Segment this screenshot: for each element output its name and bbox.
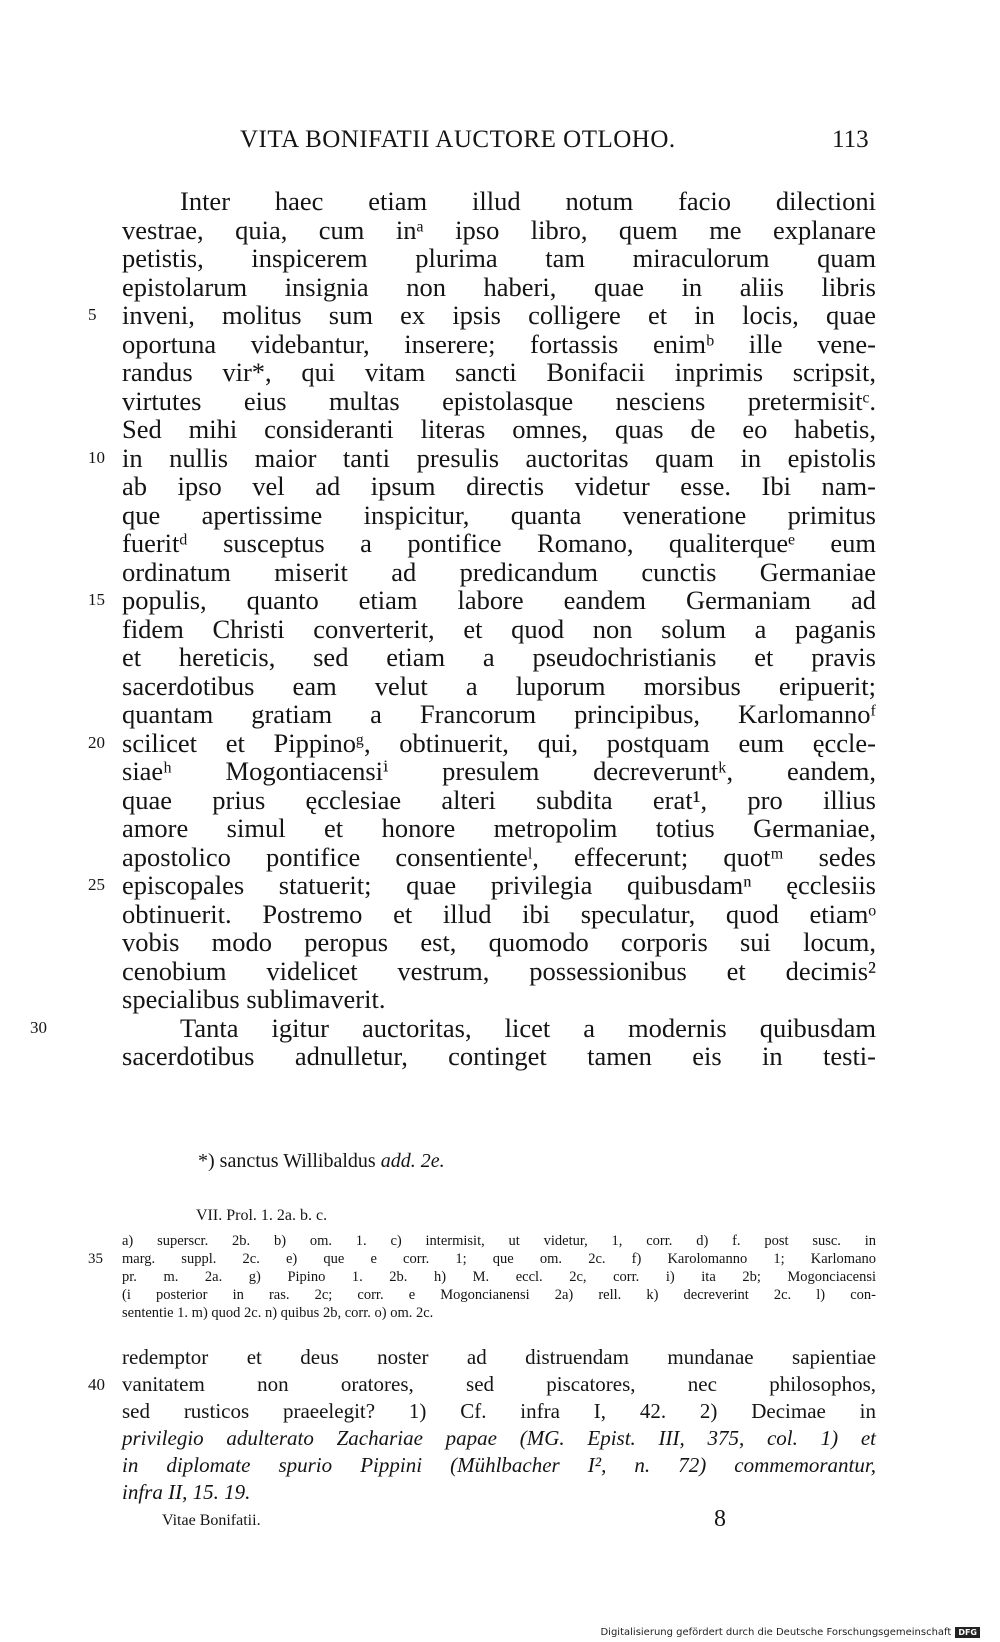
text-line: amore simul et honore metropolim totius Germaniae, xyxy=(122,813,876,843)
note-line: 40 vanitatem non oratores, sed piscatores, nec philosophos, xyxy=(88,1372,876,1396)
text-line: 30 Tanta igitur auctoritas, licet a modernis quibusdam xyxy=(30,1012,876,1043)
text-line: et hereticis, sed etiam a pseudochristianis et pravis xyxy=(122,642,876,672)
text-line: randus vir*, qui vitam sancti Bonifacii inprimis scripsit, xyxy=(122,357,876,387)
note-line: privilegio adulterato Zachariae papae (MG. Epist. III, 375, col. 1) et xyxy=(122,1426,876,1450)
footnote-note: add. 2e. xyxy=(380,1150,445,1172)
signature-mark: 8 xyxy=(714,1506,726,1532)
text-line: apostolico pontifice consentienteˡ, effecerunt; quotᵐ sedes xyxy=(122,841,876,872)
text-line: epistolarum insignia non haberi, quae in aliis libris xyxy=(122,271,876,302)
running-title: VITA BONIFATII AUCTORE OTLOHO. xyxy=(240,126,676,153)
note-line: redemptor et deus noster ad distruendam mundanae sapientiae xyxy=(122,1345,876,1369)
apparatus-line: sententie 1. m) quod 2c. n) quibus 2b, corr. o) om. 2c. xyxy=(122,1305,434,1321)
text-line: Inter haec etiam illud notum facio dilectioni xyxy=(180,186,876,216)
line-number: 30 xyxy=(30,1017,47,1037)
line-number: 10 xyxy=(88,447,105,467)
digitization-notice xyxy=(600,1627,980,1638)
line-number: 15 xyxy=(88,590,105,609)
text-line: oportuna videbantur, inserere; fortassis enimᵇ ille vene- xyxy=(122,328,876,359)
text-line: quae prius ęcclesiae alteri subdita erat¹, pro illius xyxy=(122,784,876,815)
text-line: quantam gratiam a Francorum principibus, Karlomannoᶠ xyxy=(122,699,876,729)
page-number: 113 xyxy=(832,126,869,153)
text-line: 10 in nullis maior tanti presulis auctoritas quam in epistolis xyxy=(88,442,876,473)
text-line: sacerdotibus adnulletur, continget tamen eis in testi- xyxy=(122,1041,876,1071)
printer-signature: Vitae Bonifatii. xyxy=(162,1512,261,1529)
text-line: cenobium videlicet vestrum, possessionibus et decimis² xyxy=(122,955,876,986)
note-line: infra II, 15. 19. xyxy=(122,1480,251,1504)
text-line: obtinuerit. Postremo et illud ibi speculatur, quod etiamᵒ xyxy=(122,898,876,929)
text-line: que apertissime inspicitur, quanta veneratione primitus xyxy=(122,499,876,530)
note-line: in diplomate spurio Pippini (Mühlbacher I², n. 72) commemorantur, xyxy=(122,1453,876,1477)
text-line: 20 scilicet et Pippinoᵍ, obtinuerit, qui, postquam eum ęccle- xyxy=(88,727,876,758)
text-line: ordinatum miserit ad predicandum cunctis Germaniae xyxy=(122,556,876,587)
line-number: 40 xyxy=(88,1375,105,1394)
line-number: 35 xyxy=(88,1251,103,1267)
note-line: sed rusticos praeelegit? 1) Cf. infra I, 42. 2) Decimae in xyxy=(122,1399,876,1423)
text-line: fidem Christi converterit, et quod non solum a paganis xyxy=(122,613,876,644)
line-number: 25 xyxy=(88,875,105,894)
apparatus-line: a) superscr. 2b. b) om. 1. c) intermisit, ut videtur, 1, corr. d) f. post susc. in xyxy=(122,1233,876,1249)
text-line: 5 inveni, molitus sum ex ipsis colligere et in locis, quae xyxy=(88,300,876,330)
apparatus-heading: VII. Prol. 1. 2a. b. c. xyxy=(196,1207,328,1224)
dfg-logo: DFG xyxy=(955,1627,980,1638)
text-line: specialibus sublimaverit. xyxy=(122,984,386,1014)
author-footnote xyxy=(198,1150,445,1173)
apparatus-line: pr. m. 2a. g) Pipino 1. 2b. h) M. eccl. 2c, corr. i) ita 2b; Mogonciacensi xyxy=(122,1269,876,1285)
text-line: siaeʰ Mogontiacensiⁱ presulem decreveruntᵏ, eandem, xyxy=(122,756,876,786)
text-line: 15 populis, quanto etiam labore eandem Germaniam ad xyxy=(88,585,876,615)
text-line: vobis modo peropus est, quomodo corporis sui locum, xyxy=(122,927,876,957)
text-line: petistis, inspicerem plurima tam miraculorum quam xyxy=(122,243,876,273)
footnote-text: sanctus Willibaldus xyxy=(219,1150,376,1172)
text-line: 25 episcopales statuerit; quae privilegia quibusdamⁿ ęcclesiis xyxy=(88,870,876,900)
apparatus-line: (i posterior in ras. 2c; corr. e Mogoncianensi 2a) rell. k) decreverint 2c. l) con- xyxy=(122,1287,876,1303)
line-number: 5 xyxy=(88,305,97,324)
text-line: ab ipso vel ad ipsum directis videtur esse. Ibi nam- xyxy=(122,471,876,501)
footnote-marker: *) xyxy=(198,1150,215,1172)
text-line: fueritᵈ susceptus a pontifice Romano, qualiterqueᵉ eum xyxy=(122,528,876,558)
digitization-text: Digitalisierung gefördert durch die Deutsche Forschungsgemeinschaft xyxy=(600,1627,952,1638)
text-line: sacerdotibus eam velut a luporum morsibus eripuerit; xyxy=(122,670,876,701)
line-number: 20 xyxy=(88,732,105,752)
text-line: Sed mihi consideranti literas omnes, quas de eo habetis, xyxy=(122,414,876,444)
text-line: vestrae, quia, cum inᵃ ipso libro, quem me explanare xyxy=(122,214,876,245)
text-line: virtutes eius multas epistolasque nesciens pretermisitᶜ. xyxy=(122,385,876,416)
apparatus-line: 35 marg. suppl. 2c. e) que e corr. 1; que om. 2c. f) Karolomanno 1; Karlomano xyxy=(88,1251,876,1267)
